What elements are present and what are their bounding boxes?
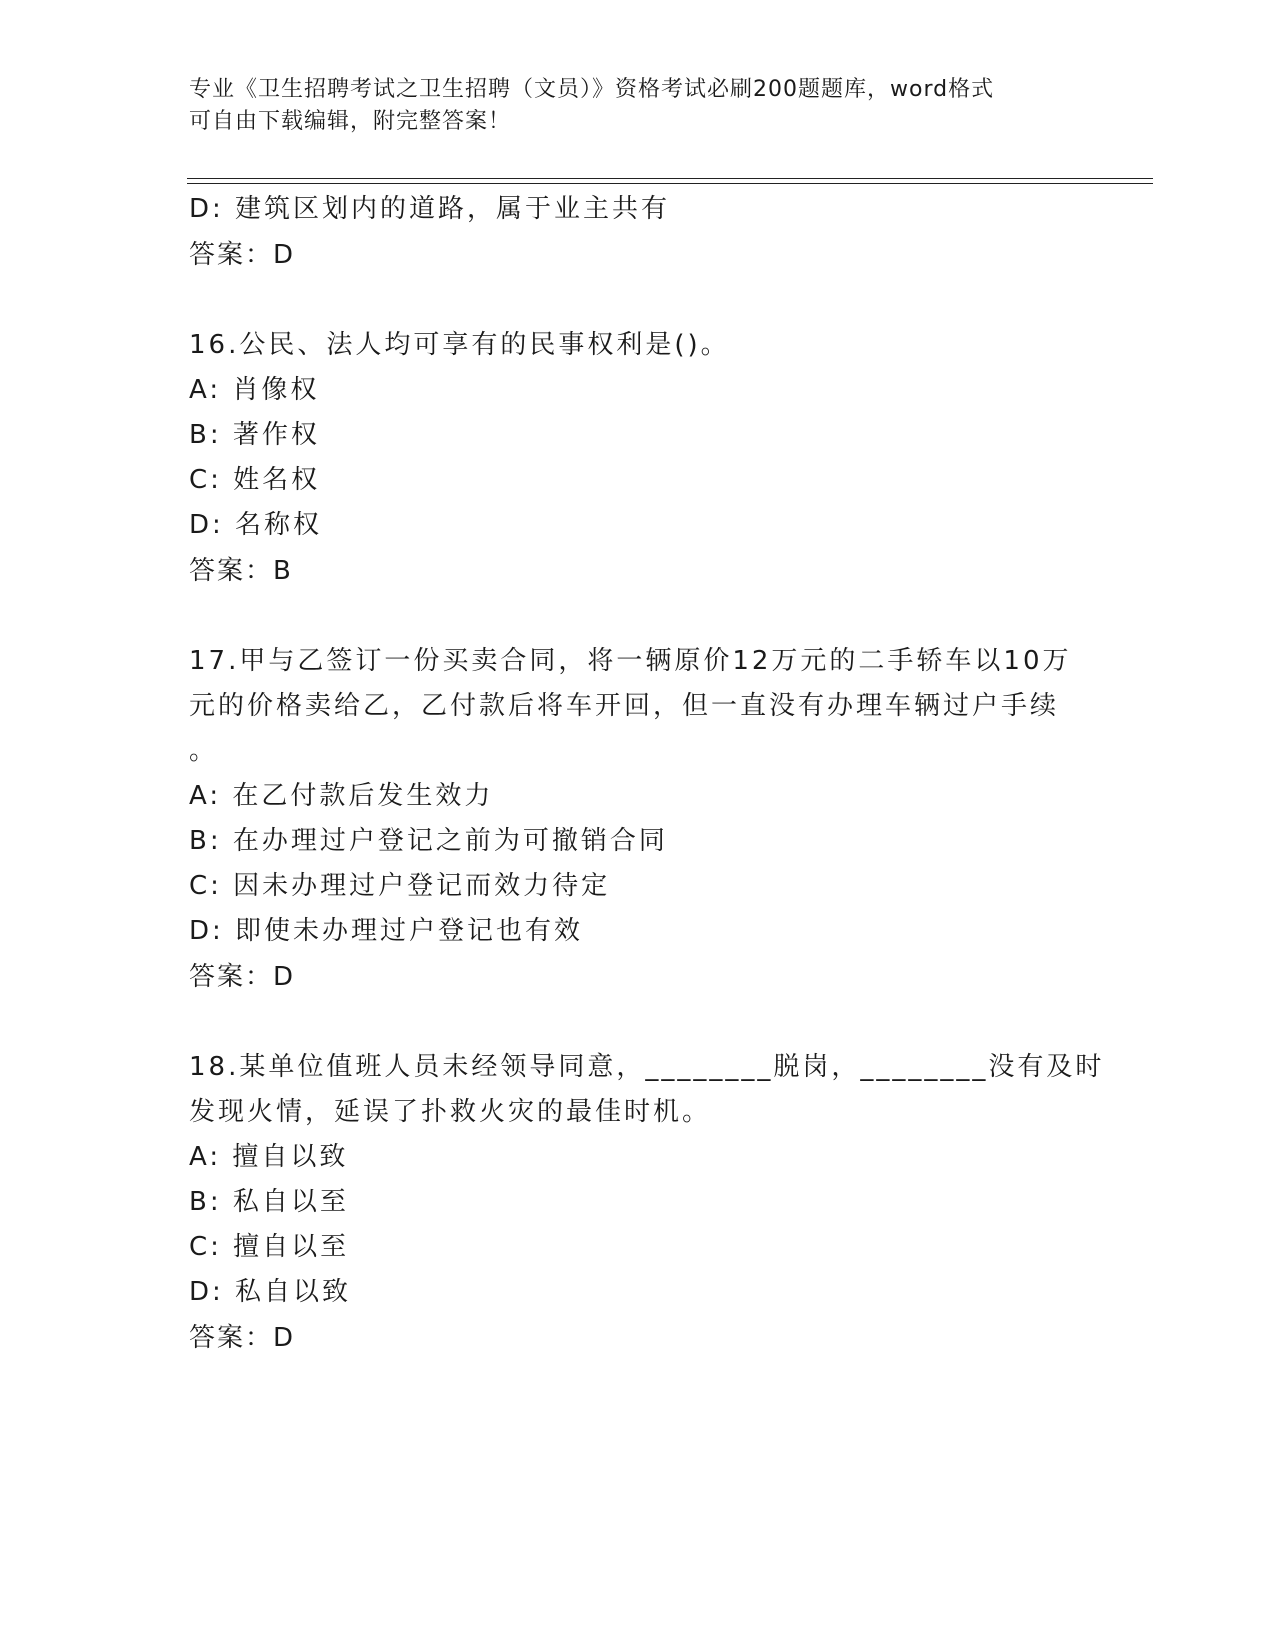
question-15-tail [189,187,1089,278]
option-d: D: 私自以致 [189,1277,352,1307]
question-stem-line-3: 。 [189,736,219,766]
question-stem-line-2: 元的价格卖给乙，乙付款后将车开回，但一直没有办理车辆过户手续 [189,691,1060,721]
option-b: B: 私自以至 [189,1187,349,1217]
question-stem-line-1: 18.某单位值班人员未经领导同意，________脱岗，________没有及时 [189,1052,1105,1082]
answer-line: 答案：B [189,556,293,586]
question-16 [189,323,1089,594]
option-d: D: 即使未办理过户登记也有效 [189,916,584,946]
option-d: D: 名称权 [189,510,323,540]
question-stem-line-1: 17.甲与乙签订一份买卖合同，将一辆原价12万元的二手轿车以10万 [189,646,1072,676]
option-b: B: 著作权 [189,420,320,450]
header-divider-bottom [187,183,1153,184]
option-c: C: 因未办理过户登记而效力待定 [189,871,611,901]
option-a: A: 在乙付款后发生效力 [189,781,494,811]
answer-line: 答案：D [189,1323,296,1353]
header-divider-top [187,178,1153,179]
question-stem: 16.公民、法人均可享有的民事权利是()。 [189,330,730,360]
option-c: C: 姓名权 [189,465,321,495]
option-c: C: 擅自以至 [189,1232,350,1262]
option-b: B: 在办理过户登记之前为可撤销合同 [189,826,668,856]
answer-line: 答案：D [189,962,296,992]
option-a: A: 擅自以致 [189,1142,349,1172]
header-title-line-2: 可自由下载编辑，附完整答案！ [189,109,512,134]
header-title-line-1: 专业《卫生招聘考试之卫生招聘（文员）》资格考试必刷200题题库，word格式 [189,77,995,102]
answer-line: 答案：D [189,240,296,270]
option-a: A: 肖像权 [189,375,320,405]
question-18 [189,1045,1105,1361]
document-header [189,74,1089,138]
option-d: D: 建筑区划内的道路，属于业主共有 [189,194,671,224]
question-17 [189,639,1089,1000]
question-list [189,187,1105,1361]
question-stem-line-2: 发现火情，延误了扑救火灾的最佳时机。 [189,1097,712,1127]
